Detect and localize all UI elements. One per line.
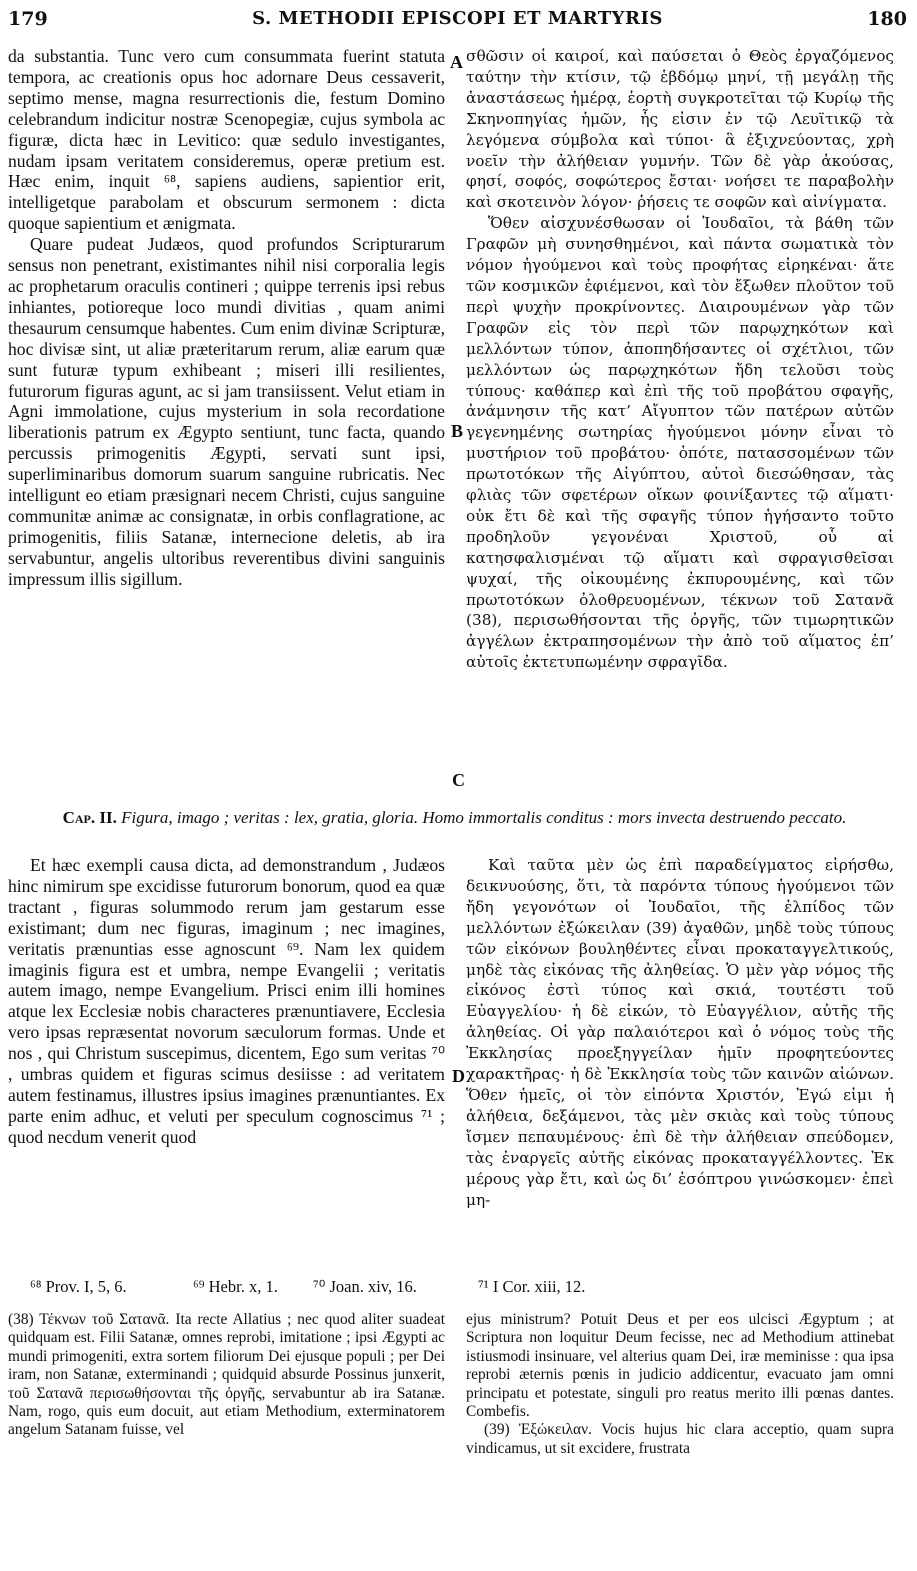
margin-letter-a: A [450,52,463,72]
footnotes-right [466,1311,894,1458]
reference-70: ⁷⁰ Joan. xiv, 16. [313,1277,417,1296]
chapter-number: Cap. II. [62,808,117,827]
chapter-heading [8,808,901,828]
greek-paragraph: Ὅθεν αἰσχυνέσθωσαν οἱ Ἰουδαῖοι, τὰ βάθη τῶν Γραφῶν μὴ συνησθημένοι, καὶ πάντα σωματικὰ τὸν νόμον ἡγούμενοι καὶ τοὺς προφήτας εἰρηκέναι· ἅτε τῶν κοσμικῶν ἐφιέμενοι, καὶ τὸν ἔξωθεν πλοῦτον τοῦ περὶ ψυχὴν προκρίνοντες. Διαιρουμένων γὰρ τῶν Γραφῶν εἰς τὸν περὶ τῶν παρῳχηκότων καὶ μελλόντων τύπον, ἀποπηδήσαντες οἱ σχέτλιοι, τῶν μελλόντων ὡς παρῳχηκότων ἤδη τελοῦσι τοὺς τύπους· καθάπερ καὶ ἐπὶ τῆς τοῦ προβάτου σφαγῆς, ἀνάμνησιν τῆς κατ’ Αἴγυπτον τῶν πατέρων αὐτῶν γεγενημένης σωτηρίας ἡγούμενοι μόνην εἶναι τὸ μυστήριον τοῦ προβάτου· ὁπότε, πατασσομένων τῶν πρωτοτόκων τῆς Αἰγύπτου, αὐτοὶ διεσώθησαν, τὰς φλιὰς τῶν σφετέρων οἴκων φοινίξαντες τῷ αἵματι· οὐκ ἔτι δὲ καὶ τῆς σφαγῆς τύπον ἡγήσαντο τοῦτο προδηλοῦν γεγονέναι Χριστοῦ, οὗ αἱ κατησφαλισμέναι τῷ αἵματι καὶ σφραγισθεῖσαι ψυχαί, τῆς οἰκουμένης ἐκπυρουμένης, καὶ τῶν πρωτοτόκων ὀλοθρευομένων, τέκνων τοῦ Σατανᾶ (38), περισωθήσονται τῆς ὀργῆς, τῶν τιμωρητικῶν ἀγγέλων ἐκτραπησομένων τὴν ἀπὸ τοῦ αἵματος ἐπ’ αὐτοῖς ἐκτετυπωμένην σφραγῖδα. [466,214,894,672]
margin-letter-d: D [452,1066,465,1086]
reference-71: ⁷¹ I Cor. xiii, 12. [478,1277,586,1296]
chapter-title: Figura, imago ; veritas : lex, gratia, gloria. Homo immortalis conditus : mors invecta destruendo peccato. [121,808,847,827]
footnote-39: (39) Ἐξώκειλαν. Vocis hujus hic clara acceptio, quam supra vindicamus, ut sit excidere, frustrata [466,1421,894,1457]
latin-paragraph: Et hæc exempli causa dicta, ad demonstrandum , Judæos hinc nimirum spe excidisse futurorum bonorum, quod ea quæ tractant , figuras solummodo rerum jam gestarum esse existimant; dum nec figuras, imaginum ; nec imagines, veritatis prænuntias esse agnoscunt ⁶⁹. Nam lex quidem imaginis figura est et umbra, nempe Evangelii ; veritatis autem imago, nempe Evangelium. Prisci enim illi homines atque lex Ecclesiæ nobis characteres prænuntiavere, Ecclesia vero ipsas repræsentat novorum sæculorum formas. Unde et nos , qui Christum suscepimus, dicentem, Ego sum veritas ⁷⁰ , umbras quidem et figuras scimus desiisse : ad veritatem autem festinamus, illustres ipsius imagines prænuntiantes. Ex parte enim adhuc, et veluti per speculum cognoscimus ⁷¹ ; quod necdum venerit quod [8,855,445,1147]
margin-letter-c: C [452,770,465,790]
page-number-left: 179 [8,8,48,30]
page-number-right: 180 [867,8,907,30]
latin-column-bottom [8,855,445,1148]
greek-paragraph: σθῶσιν οἱ καιροί, καὶ παύσεται ὁ Θεὸς ἐργαζόμενος ταύτην τὴν κτίσιν, τῷ ἑβδόμῳ μηνί, τῇ μεγάλῃ τῆς ἀναστάσεως ἡμέρᾳ, ἑορτὴ συγκροτεῖται τῷ Κυρίῳ τῆς Σκηνοπηγίας ἡμῶν, ἧς εἰσιν ἐν τῷ Λευϊτικῷ τὰ λεγόμενα σύμβολα καὶ τύποι· ἃ ἐξιχνεύοντας, χρὴ νοεῖν τὴν ἀλήθειαν γυμνήν. Τῶν δὲ γὰρ ἀκούσας, φησί, σοφός, σοφώτερος ἔσται· νοήσει τε παραβολὴν καὶ σκοτεινὸν λόγον· ῥήσεις τε σοφῶν καὶ αἰνίγματα. [466,47,894,212]
greek-paragraph: Καὶ ταῦτα μὲν ὡς ἐπὶ παραδείγματος εἰρήσθω, δεικνυούσης, ὅτι, τὰ παρόντα τύπους ἡγούμενοι τῶν ἤδη γεγονότων οἱ Ἰουδαῖοι, τῆς ἐλπίδος τῶν μελλόντων ἐξώκειλαν (39) ἀγαθῶν, μηδὲ τοὺς τύπους τῶν εἰκόνων βουληθέντες εἶναι προκαταγγελτικούς, μηδὲ τὰς εἰκόνας τῆς ἀληθείας. Ὁ μὲν γὰρ νόμος τῆς εἰκόνος ἐστὶ τύπος καὶ σκιά, τουτέστι τοῦ Εὐαγγελίου· ἡ δὲ εἰκών, τὸ Εὐαγγέλιον, αὐτῆς τῆς ἀληθείας. Οἱ γὰρ παλαιότεροι καὶ ὁ νόμος τοὺς τῆς Ἐκκλησίας προεξηγγείλαν ἡμῖν προφητεύοντες χαρακτῆρας· ἡ δὲ Ἐκκλησία τοὺς τῶν καινῶν αἰώνων. Ὅθεν ἡμεῖς, οἱ τὸν εἰπόντα Χριστόν, Ἐγώ εἰμι ἡ ἀλήθεια, δεξάμενοι, τὰς μὲν σκιὰς καὶ τοὺς τύπους ἴσμεν πεπαυμένους· ἐπὶ δὲ τὴν ἀλήθειαν σπεύδομεν, τὰς ἐναργεῖς αὐτῆς εἰκόνας προκαταγγέλλοντες. Ἐκ μέρους γὰρ ἔτι, καὶ ὡς δι’ ἐσόπτρου γινώσκομεν· ἐπεὶ μη- [466,856,894,1209]
latin-paragraph: da substantia. Tunc vero cum consummata fuerint statuta tempora, ac creationis opus hoc adornare Deus cessaverit, septimo mense, magna resurrectionis die, festum Domino celebrandum indicitur nostræ Scenopegiæ, cujus symbola ac figuræ, dicta hæc in Levitico: quæ sedulo investigantes, nudam ipsam veritatem consideremus, operæ pretium est. Hæc enim, inquit ⁶⁸, sapiens audiens, sapientior erit, intelligetque parabolam et obscurum sermonem : dicta quoque sapientium et ænigmata. [8,46,445,234]
running-title: S. METHODII EPISCOPI ET MARTYRIS [252,8,663,29]
reference-68: ⁶⁸ Prov. I, 5, 6. [30,1277,127,1296]
latin-column-top [8,46,445,590]
running-header [8,8,907,38]
scripture-references [8,1277,901,1299]
margin-letter-b: B [451,421,464,441]
footnote-38: (38) Τέκνων τοῦ Σατανᾶ. Ita recte Allatius ; nec quod aliter suadeat quidquam est. Filii Satanæ, omnes reprobi, imitatione ; ipsi Ægypti ac mundi primogeniti, extra sortem filiorum Dei ejusque populi ; per Dei iram, non Satanæ, exterminandi ; quidquid absurde Possinus junxerit, τοῦ Σατανᾶ περισωθήσονται τῆς ὀργῆς, servabuntur ab ira Satanæ. Nam, rogo, quis eum docuit, aut etiam Methodium, exterminatorem angelum Satanam fuisse, vel [8,1311,445,1439]
footnotes-left [8,1311,445,1440]
greek-column-top [466,46,894,673]
reference-69: ⁶⁹ Hebr. x, 1. [193,1277,278,1296]
greek-column-bottom [466,855,894,1210]
footnote-38-continued: ejus ministrum? Potuit Deus et per eos ulcisci Ægyptum ; at Scriptura non loquitur Deum fecisse, nec ad Methodium attinebat istiusmodi insinuare, vel alterius quam Dei, iræ meminisse : qua ipsa reprobi æternis pœnis in judicio addicentur, evacuato jam omni principatu et potestate, singuli pro reatus merito illi pœnas dantes. Combefis. [466,1311,894,1421]
latin-paragraph: Quare pudeat Judæos, quod profundos Scripturarum sensus non penetrant, existimantes nihil nisi corporalia legis ac prophetarum oraculis contineri ; quippe terrenis ipsi rebus inhiantes, potioreque loco mundi divitias , quam animi thesaurum censumque habentes. Cum enim divinæ Scripturæ, hoc divisæ sint, ut aliæ præteritarum rerum, aliæ earum quæ sunt futuræ typum exhibeant ; miseri illi resilientes, futurorum figuras agunt, ac si jam transiissent. Velut etiam in Agni immolatione, cujus mysterium in sola recordatione liberationis patrum ex Ægypto sentiunt, tunc facta, quando percussis primogenitis Ægypti, servati sunt ipsi, superliminaribus domorum suarum sanguine rubricatis. Nec intelligunt eo etiam præsignari necem Christi, cujus sanguine communitæ animæ ac consignatæ, in orbis conflagratione, ac primogenitis, filiis Satanæ, internecione deletis, ab ira servabuntur, angelis ultoribus reverentibus divini sanguinis impressum illis sigillum. [8,234,445,589]
